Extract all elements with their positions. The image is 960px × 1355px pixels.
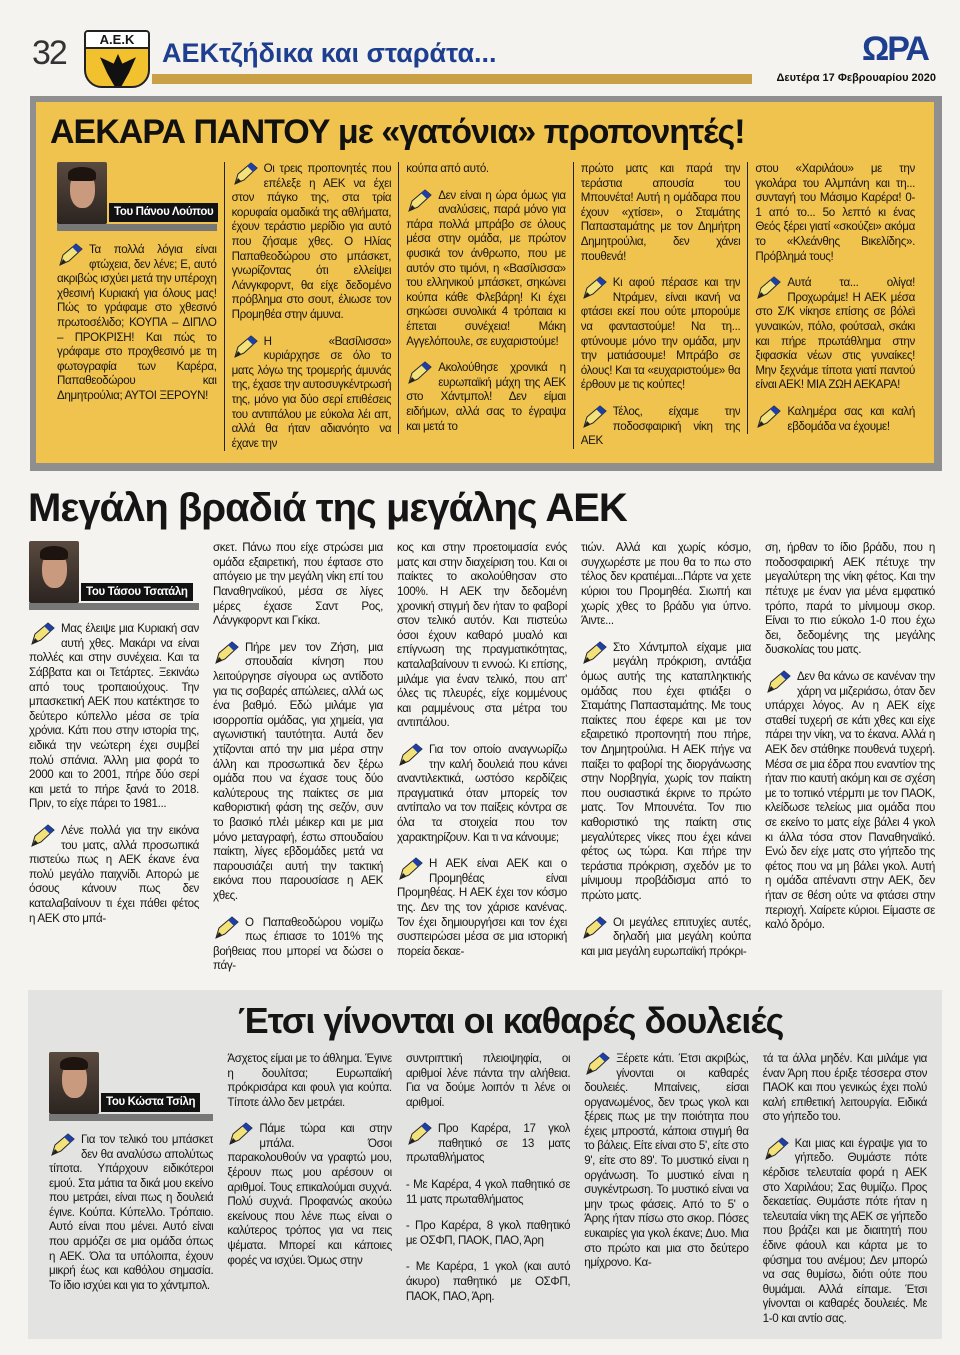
paragraph-text: συντριπτική πλειοψηφία, οι αριθμοί λένε πάντα την αλήθεια. Για να δούμε λοιπόν τι λένε οι αριθμοί. xyxy=(405,1051,571,1109)
paragraph xyxy=(406,361,566,434)
paragraph-text: κούπα από αυτό. xyxy=(406,162,489,175)
paragraph xyxy=(406,1052,570,1110)
paragraph-text: κος και στην προετοιμασία ενός ματς και στην διαχείριση του. Και οι παίκτες το ακολούθησαν στο 100%. Η ΑΕΚ την δεδομένη χρονική στιγμή δεν ήταν το φαβορί στον τελικό αυτόν. Και πιστεύω όσοι έχουν καθαρό μυαλό και επίγνωση της πραγματικότητας, καταλαβαίνουν τι εννοώ. Κι επίσης, μιλάμε για έναν τελικό, που απ' όλες τις πλευρές, είχε κομμένους και ραμμένους στα μέτρα του αντιπάλου. xyxy=(397,541,567,730)
article3-column-5 xyxy=(756,1052,934,1327)
pen-icon xyxy=(763,1137,791,1161)
paragraph-text: Πάμε τώρα και στην μπάλα. Όσοι παρακολουθούν να γραφτώ μου, ξέρουν πως μου αρέσουν οι αριθμοί. Τους επικαλούμαι συχνά. Πολύ συχνά. Προφανώς ακούω εκείνους που λένε πως είναι ο καλύτερος τρόπος για να πεις ψέματα. Μπορεί και κάποιες φορές να ισχύει. Όμως στην xyxy=(227,1122,392,1267)
paragraph-text: Η ΑΕΚ είναι ΑΕΚ και ο Προμηθέας είναι Προμηθέας. Η ΑΕΚ έχει τον κόσμο της. Δεν της τον χάρισε κανένας. Τον έχει δημιουργήσει και τον έχει συσπειρώσει μέσα σε μια ιστορική πορεία δεκαε- xyxy=(397,857,567,958)
paragraph xyxy=(581,405,741,449)
paragraph xyxy=(581,916,751,960)
paragraph xyxy=(397,857,567,959)
column-text xyxy=(49,1133,213,1294)
pen-icon xyxy=(755,405,783,429)
paragraph xyxy=(213,916,383,974)
pen-icon xyxy=(213,916,241,940)
paragraph-text: Ο Παπαθεοδώρου νομίζω πως έπιασε το 101% της βοήθειας που μπορεί να δώσει ο πάγ- xyxy=(213,915,383,973)
paragraph xyxy=(213,541,383,629)
paragraph-text: ση, ήρθαν το ίδιο βράδυ, που η ποδοσφαιρική ΑΕΚ πέτυχε την μεγαλύτερη της νίκη φέτος. Και την πέτυχε με έναν για μένα εμφατικό τρόπο, παρά το μίνιμουμ σκορ. Είναι το πιο εύκολο 1-0 που έχω δει, δεδομένης της μεγάλης δυσκολίας του ματς. xyxy=(765,541,935,657)
paragraph-text: τά τα άλλα μηδέν. Και μιλάμε για έναν Άρη που έριξε τέσσερα στον ΠΑΟΚ και που γενικώς έχει πολύ καλή επιθετική λειτουργία. Ειδικά στο γήπεδο του. xyxy=(762,1051,928,1124)
article3-column-3 xyxy=(399,1052,577,1304)
page-header xyxy=(0,0,960,92)
paragraph xyxy=(397,541,567,731)
paragraph xyxy=(29,824,199,926)
paragraph-text: Μας έλειψε μια Κυριακή σαν αυτή χθες. Μακάρι να είναι πολλές και στην συνέχεια. Και τα Σάββατα και οι Τετάρτες. Ξεκινάω από τους τροπαιούχους. Την μπασκετική ΑΕΚ που κατέκτησε το δεύτερο κύπελλο μέσα σε τρία χρόνια. Κάτι που στην ιστορία της, ειδικά την νεώτερη έχει συμβεί πολύ σπάνια. Άλλη μια φορά το 2000 και το 2001, πήρε δύο σερί και μετά το πήρε ξανά το 2018. Πριν, το είχε πάρει το 1981... xyxy=(29,622,199,811)
paragraph-text: πρώτο ματς και παρά την τεράστια απουσία του Μπουνέτα! Αυτή η ομάδαρα που έχουν «χτίσει», ο Σταμάτης Παπασταμάτης με τον Δημήτρη Δημητρούλια, δεν χάνει πουθενά! xyxy=(580,162,741,263)
header-bar xyxy=(152,74,752,84)
issue-date: Δευτέρα 17 Φεβρουαρίου 2020 xyxy=(776,72,936,84)
paragraph-text: Δεν θα κάνω σε κανέναν την χάρη να μιζεριάσω, όταν δεν υπάρχει λόγος. Αν η ΑΕΚ είχε σταθεί τυχερή σε κάτι χθες και είχε πάρει την νίκη, να το έκανα. Αλλά η ΑΕΚ δεν στάθηκε πουθενά τυχερή. Μέσα σε μια έδρα που εναντίον της ήταν πιο καυτή ακόμη και σε σχέση με το τοπικό ντέρμπι με τον ΠΑΟΚ, κλείδωσε τελείως μια ομάδα που σε εκείνο το ματς είχε βάλει 4 γκολ κι άλλα τόσα στον Παναθηναϊκό. Ενώ δεν είχε ματς στο γήπεδο της φέτος που να μη βάλει γκολ. Αυτή η ομάδα απέναντι στην ΑΕΚ, δεν ήταν σε θέση ούτε να φτάσει στην περιοχή. Χαίρετε κύριοι. Είμαστε σε καλό δρόμο. xyxy=(765,670,935,932)
paragraph-text: Προ Καρέρα, 17 γκολ παθητικό σε 13 ματς πρωταθλήματος xyxy=(405,1122,571,1165)
section-title: ΑΕΚτζήδικα και σταράτα... xyxy=(162,38,497,68)
paragraph xyxy=(406,1219,570,1248)
pen-icon xyxy=(755,276,783,300)
article1-byline: Του Πάνου Λούπου xyxy=(109,203,218,222)
paragraph-text: Η «Βασίλισσα» κυριάρχησε σε όλο το ματς λόγω της τρομερής άμυνάς της, έχασε την αυτοσυγκέντρωσή της, μόνο για δύο σερί επιθέσεις του αντιπάλου με εύκολα λέι απ, αλλά θα ήταν αδιανόητο να έχανε την xyxy=(231,334,392,450)
paragraph-text: Ξέρετε κάτι. Έτσι ακριβώς, γίνονται οι καθαρές δουλειές. Μπαίνεις, είσαι οργανωμένος, δεν τρως γκολ και ξέρεις πως με την ποιότητα που έχεις μπροστά, κάποια στιγμή θα το βάλεις. Είτε είναι στο 5', είτε στο 9', είτε στο 89'. Το μυστικό είναι η οργάνωση. Το μυστικό είναι η συγκέντρωση. Το μυστικό είναι να μην τρως φάσεις. Από το 5' ο Άρης ήταν πίσω στο σκορ. Πόσες ευκαιρίες για γκολ έκανε; Δυο. Μια στο πρώτο και μια στο δεύτερο ημίχρονο. Κα- xyxy=(584,1051,749,1270)
article1-column-2 xyxy=(224,162,399,451)
paragraph-text: - Προ Καρέρα, 8 γκολ παθητικό με ΟΣΦΠ, ΠΑΟΚ, ΠΑΟ, Άρη xyxy=(405,1219,571,1247)
paragraph xyxy=(406,1122,570,1166)
pen-icon xyxy=(397,743,425,767)
paragraph-text: Κι αφού πέρασε και την Ντράμεν, είναι ικανή να φτάσει εκεί που ούτε μπορούμε να φανταστούμε! Να τη... φτύνουμε μόνο την ομάδα, μην την ματιάσουμε! Μπράβο σε όλους! Και τα «ευχαριστούμε» θα έρθουν με τις κούπες! xyxy=(580,276,741,392)
paper-logo: ΩΡΑ xyxy=(862,30,928,68)
pen-icon xyxy=(765,670,793,694)
article2-title: Μεγάλη βραδιά της μεγάλης ΑΕΚ xyxy=(28,486,627,531)
pen-icon xyxy=(49,1133,77,1157)
paragraph xyxy=(406,1260,570,1304)
paragraph xyxy=(763,1052,927,1125)
article1-title: ΑΕΚΑΡΑ ΠΑΝΤΟΥ με «γατόνια» προπονητές! xyxy=(50,113,745,151)
pen-icon xyxy=(581,405,609,429)
article2-byline: Του Τάσου Τσατάλη xyxy=(81,583,193,602)
paragraph-text: Τέλος, είχαμε την ποδοσφαιρική νίκη της ΑΕΚ xyxy=(580,404,741,448)
pen-icon xyxy=(406,189,434,213)
paragraph xyxy=(763,1137,927,1327)
paragraph xyxy=(581,541,751,629)
paragraph xyxy=(49,1133,213,1294)
paragraph-text: Καλημέρα σας και καλή εβδομάδα να έχουμε! xyxy=(787,404,915,433)
paragraph xyxy=(755,405,915,434)
pen-icon xyxy=(232,335,260,359)
article1-column-1 xyxy=(50,162,224,404)
paragraph xyxy=(581,276,741,393)
author-photo xyxy=(57,162,107,224)
paragraph xyxy=(213,641,383,904)
paragraph xyxy=(755,276,915,393)
pen-icon xyxy=(227,1122,255,1146)
article3-title: Έτσι γίνονται οι καθαρές δουλειές xyxy=(238,999,784,1041)
paragraph-text: τιών. Αλλά και χωρίς κόσμο, συγχωρέστε με που θα το πω στο τέλος δεν κρατιέμαι...Πάρτε να χετε κύριοι του Προμηθέα. Σιωπή και χωρίς χθες το βράδυ για ύπνο. Άιντε... xyxy=(581,541,751,628)
paragraph-text: Οι τρεις προπονητές που επέλεξε η ΑΕΚ να έχει στον πάγκο της, στα τρία κορυφαία ομαδικά της αθλήματα, έχουν τεράστιο μερίδιο για αυτό που ζήσαμε χθες. Ο Ηλίας Παπαθεοδώρου στο μπάσκετ, γνωρίζοντας ότι ελλείψει Λάνγκφορντ, θα είχε δεδομένο πρόβλημα στο σουτ, έλιωσε τον Προμηθέα στην άμυνα. xyxy=(231,162,392,321)
paragraph xyxy=(406,162,566,177)
paragraph-text: Ακολούθησε χρονικά η ευρωπαϊκή μάχη της ΑΕΚ στο Χάντμπολ! Δεν είμαι ειδήμων, αλλά σας το έγραψα και μετά το xyxy=(406,361,566,433)
article3-byline: Του Κώστα Τσίλη xyxy=(101,1093,200,1112)
paragraph xyxy=(581,641,751,904)
paragraph-text: Αυτά τα... ολίγα! Προχωράμε! Η ΑΕΚ μέσα στο Σ/Κ νίκησε επίσης σε βόλεϊ γυναικών, πόλο, φούτσαλ, σκάκι και πήρε πρωτάθλημα στην ξιφασκία νέων στις γυναίκες! Μην ξεχνάμε τίποτα γιατί παντού είναι ΑΕΚ! ΜΙΑ ΖΩΗ ΑΕΚΑΡΑ! xyxy=(755,276,915,392)
paragraph-text: Άσχετος είμαι με το άθλημα. Έγινε η δουλίτσα; Ευρωπαϊκή πρόκρισάρα και φουλ για κούπα. Τίποτε άλλο δεν μετράει. xyxy=(227,1051,392,1109)
article2-column-2 xyxy=(206,541,390,974)
paragraph xyxy=(232,335,392,452)
paragraph-text: Δεν είναι η ώρα όμως για αναλύσεις, παρά μόνο για πάρα πολλά μπράβο σε όλους μέσα στην ομάδα, με πρώτον φυσικά τον άνθρωπο, που με αυτόν στο τιμόνι, η «Βασίλισσα» του ελληνικού μπάσκετ, σηκώνει κούπα κάθε Φλεβάρη! Κι έχει σηκώσει συνολικά 4 τρόπαια κι έπεται συνέχεια! Μάκη Αγγελόπουλε, σε ευχαριστούμε! xyxy=(406,188,566,348)
article2-column-4 xyxy=(574,541,758,959)
paragraph xyxy=(765,670,935,933)
paragraph-text: Για τον τελικό του μπάσκετ δεν θα αναλύσω απολύτως τίποτα. Υπάρχουν ειδικότεροι εμού. Στα μάτια τα δικά μου εκείνο που μετράει, είναι πως η δουλειά έγινε. Κούπα. Κύπελλο. Τρόπαιο. Αυτό είναι που μένει. Αυτό είναι που αρμόζει σε μια ομάδα όπως η ΑΕΚ. Όλα τα υπόλοιπα, έχουν μικρή έως και καθόλου σημασία. Το ίδιο ισχύει και για το χάντμπολ. xyxy=(49,1132,214,1292)
article3-column-4 xyxy=(577,1052,755,1271)
paragraph xyxy=(232,162,392,323)
article2-column-1 xyxy=(22,541,206,926)
author-photo xyxy=(29,541,79,603)
pen-icon xyxy=(29,824,57,848)
paragraph-text: Λένε πολλά για την εικόνα του ματς, αλλά προσωπικά πιστεύω πως η ΑΕΚ έκανε ένα πολύ μεγάλο παιχνίδι. Απορώ με όσους κάνουν πως δεν καταλαβαίνουν τι έχει πάθει φέτος η ΑΕΚ στο μπά- xyxy=(29,824,199,925)
paragraph-text: Οι μεγάλες επιτυχίες αυτές, δηλαδή μια μεγάλη κούπα και μια μεγάλη ευρωπαϊκή πρόκρι- xyxy=(581,915,751,958)
pen-icon xyxy=(406,361,434,385)
paragraph xyxy=(581,162,741,264)
paragraph-text: - Με Καρέρα, 1 γκολ (και αυτό άκυρο) παθητικό με ΟΣΦΠ, ΠΑΟΚ, ΠΑΟ, Άρη. xyxy=(405,1260,571,1303)
paragraph-text: στου «Χαριλάου» με την γκολάρα του Αλμπάνη και τη... συνταγή του Μάσιμο Καρέρα! 0-1 από το... 5ο λεπτό κι ένας Θεός ξέρει γιατί «σκούζει» ακόμα το «Κλεάνθης Βικελίδης». Πρόβλημά τους! xyxy=(755,162,915,263)
article2-column-5 xyxy=(758,541,942,932)
paragraph-text: σκετ. Πάνω που είχε στρώσει μια ομάδα εξαιρετική, που έφτασε στο απόγειο με την μεγάλη νίκη επί του Παναθηναϊκού, μέσα σε λίγες μέρες έχασε Σαντ Ρος, Λάνγκφορντ και Γκίκα. xyxy=(213,541,383,628)
article1-box xyxy=(30,96,942,471)
paragraph xyxy=(755,162,915,264)
article1-column-3 xyxy=(398,162,573,434)
article3-column-2 xyxy=(220,1052,398,1268)
paragraph xyxy=(397,743,567,845)
column-text xyxy=(57,243,217,404)
article2-column-3 xyxy=(390,541,574,959)
article1-column-4 xyxy=(573,162,748,449)
paragraph xyxy=(29,622,199,812)
pen-icon xyxy=(581,276,609,300)
article3-column-1 xyxy=(42,1052,220,1294)
paragraph xyxy=(57,243,217,404)
aek-logo xyxy=(84,30,150,88)
eagle-icon xyxy=(100,54,136,86)
pen-icon xyxy=(57,243,85,267)
pen-icon xyxy=(213,641,241,665)
column-text xyxy=(29,622,199,926)
paragraph xyxy=(227,1052,391,1110)
paragraph xyxy=(584,1052,748,1271)
paragraph-text: Και μιας και έγραψε για το γήπεδο. Θυμάστε πότε κέρδισε τελευταία φορά η ΑΕΚ στο Χαριλάου; Σας θυμίζω. Προς δεκαετίας. Θυμάστε πότε ήταν η τελευταία νίκη της ΑΕΚ σε γήπεδο που βράζει και με διαιτητή που έδινε φάουλ και κάρτα με το φύσημα του ανέμου; Δεν μπορώ να σας θυμίσω, διότι ούτε που θυμάμαι. Αλλά είπαμε. Έτσι γίνονται οι καθαρές δουλειές. Με 1-0 και αντίο σας. xyxy=(762,1136,928,1325)
paragraph-text: Στο Χάντμπολ είχαμε μια μεγάλη πρόκριση, αντάξια όμως αυτής της καταπληκτικής ομάδας που έχει φτιάξει ο Σταμάτης Παπασταμάτης. Με τους παίκτες που έφερε και με τον εξαιρετικό προπονητή που πήρε, τον Δημητρούλια. Η ΑΕΚ πήγε να παίξει το φαβορί της διοργάνωσης στην Νορβηγία, χωρίς τον παίκτη που ουσιαστικά έκρινε το πρώτο ματς. Τον Μπουνέτα. Τον πιο καθοριστικό της παίκτη στις μεγαλύτερες νίκες που έχει κάνει φέτος ως τώρα. Και πήρε την τεράστια πρόκριση, σχεδόν με το μίνιμουμ προβάδισμα από το πρώτο ματς. xyxy=(581,640,751,902)
paragraph xyxy=(227,1122,391,1268)
paragraph xyxy=(765,541,935,658)
logo-text: Α.Ε.Κ xyxy=(86,32,148,49)
author-block xyxy=(29,541,199,610)
pen-icon xyxy=(581,641,609,665)
paragraph-text: Τα πολλά λόγια είναι φτώχεια, δεν λένε; Ε, αυτό ακριβώς ισχύει μετά την υπέροχη χθεσινή Κυριακή για όλους μας! Πώς το γράφαμε στο χθεσινό πρωτοσέλιδο; ΚΟΥΠΑ – ΔΙΠΛΟ – ΠΡΟΚΡΙΣΗ! Και πώς το γράφαμε στο προχθεσινό με τη φωτογραφία των Καρέρα, Παπαθεοδώρου και Δημητρούλια; ΑΥΤΟΙ ΞΕΡΟΥΝ! xyxy=(57,243,217,402)
pen-icon xyxy=(581,916,609,940)
author-block xyxy=(57,162,217,231)
pen-icon xyxy=(397,857,425,881)
article1-column-5 xyxy=(747,162,922,434)
pen-icon xyxy=(406,1122,434,1146)
paragraph xyxy=(406,1178,570,1207)
pen-icon xyxy=(29,622,57,646)
article2 xyxy=(22,485,942,974)
author-photo xyxy=(49,1052,99,1114)
paragraph xyxy=(406,189,566,350)
article3-box xyxy=(28,990,942,1339)
pen-icon xyxy=(232,162,260,186)
pen-icon xyxy=(584,1052,612,1076)
page-number: 32 xyxy=(32,34,66,72)
paragraph-text: Για τον οποίο αναγνωρίζω την καλή δουλειά που κάνει αναντιλεκτικά, ωστόσο κερδίζεις πραγματικά όταν μπορείς τον αντίπαλο να τον παίξεις κόντρα σε όλα τα στοιχεία που τον χαρακτηρίζουν. Και τι να κάνουμε; xyxy=(397,743,567,844)
paragraph-text: Πήρε μεν τον Ζήση, μια σπουδαία κίνηση που λειτούργησε σίγουρα ως αντίδοτο για τις σοβαρές απώλειες, αλλά ως ένα βαθμό. Εδώ μιλάμε για ισορροπία ομάδας, για χημεία, για αγωνιστική ταυτότητα. Αυτά δεν χτίζονται από την μια μέρα στην άλλη και προσωπικά δεν ξέρω ομάδα που να έχασε τους δύο καλύτερους της παίκτες σε μια καθοριστική φάση της σεζόν, συν το βασικό πλέι μέικερ και με μια μόνο μεταγραφή, έστω σπουδαίου παίκτη, λίγες εβδομάδες μετά να παρουσιάζει αυτή την τακτική εικόνα που παρουσίασε η ΑΕΚ χθες. xyxy=(213,640,383,902)
author-block xyxy=(49,1052,213,1121)
paragraph-text: - Με Καρέρα, 4 γκολ παθητικό σε 11 ματς πρωταθλήματος xyxy=(405,1178,571,1206)
